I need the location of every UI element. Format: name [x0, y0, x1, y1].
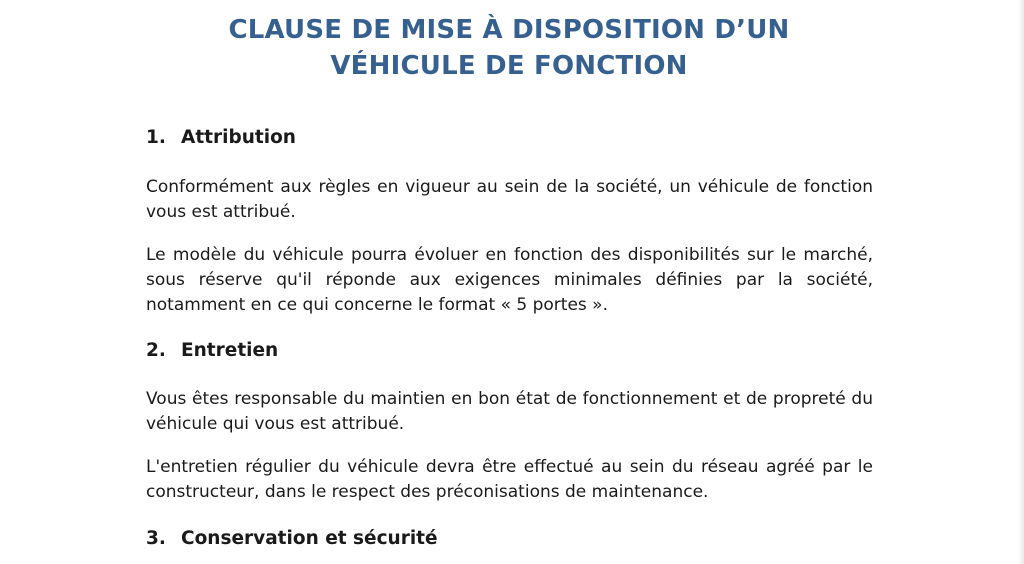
section-title: Attribution	[181, 127, 296, 148]
paragraph: Vous êtes responsable du maintien en bon état de fonctionnement et de propreté du véhicule qui vous est attribué.	[146, 389, 873, 434]
section-title: Entretien	[181, 340, 279, 361]
title-line-2: VÉHICULE DE FONCTION	[330, 51, 688, 81]
section-heading-conservation	[146, 525, 873, 553]
document-title	[0, 12, 1018, 84]
section-heading-attribution	[146, 124, 873, 152]
section-number: 2.	[146, 340, 166, 361]
paragraph: Conformément aux règles en vigueur au sein de la société, un véhicule de fonction vous est attribué.	[146, 177, 873, 222]
section-title: Conservation et sécurité	[181, 528, 438, 549]
page-edge-shadow	[1018, 0, 1024, 564]
document-body	[146, 124, 873, 553]
section-number: 1.	[146, 127, 166, 148]
paragraph: L'entretien régulier du véhicule devra être effectué au sein du réseau agréé par le constructeur, dans le respect des préconisations de maintenance.	[146, 457, 873, 502]
title-line-1: CLAUSE DE MISE À DISPOSITION D’UN	[228, 15, 790, 45]
section-number: 3.	[146, 528, 166, 549]
section-heading-entretien	[146, 337, 873, 365]
paragraph: Le modèle du véhicule pourra évoluer en fonction des disponibilités sur le marché, sous réserve qu'il réponde aux exigences minimales définies par la société, notamment en ce qui concerne le format « 5 portes ».	[146, 245, 873, 315]
